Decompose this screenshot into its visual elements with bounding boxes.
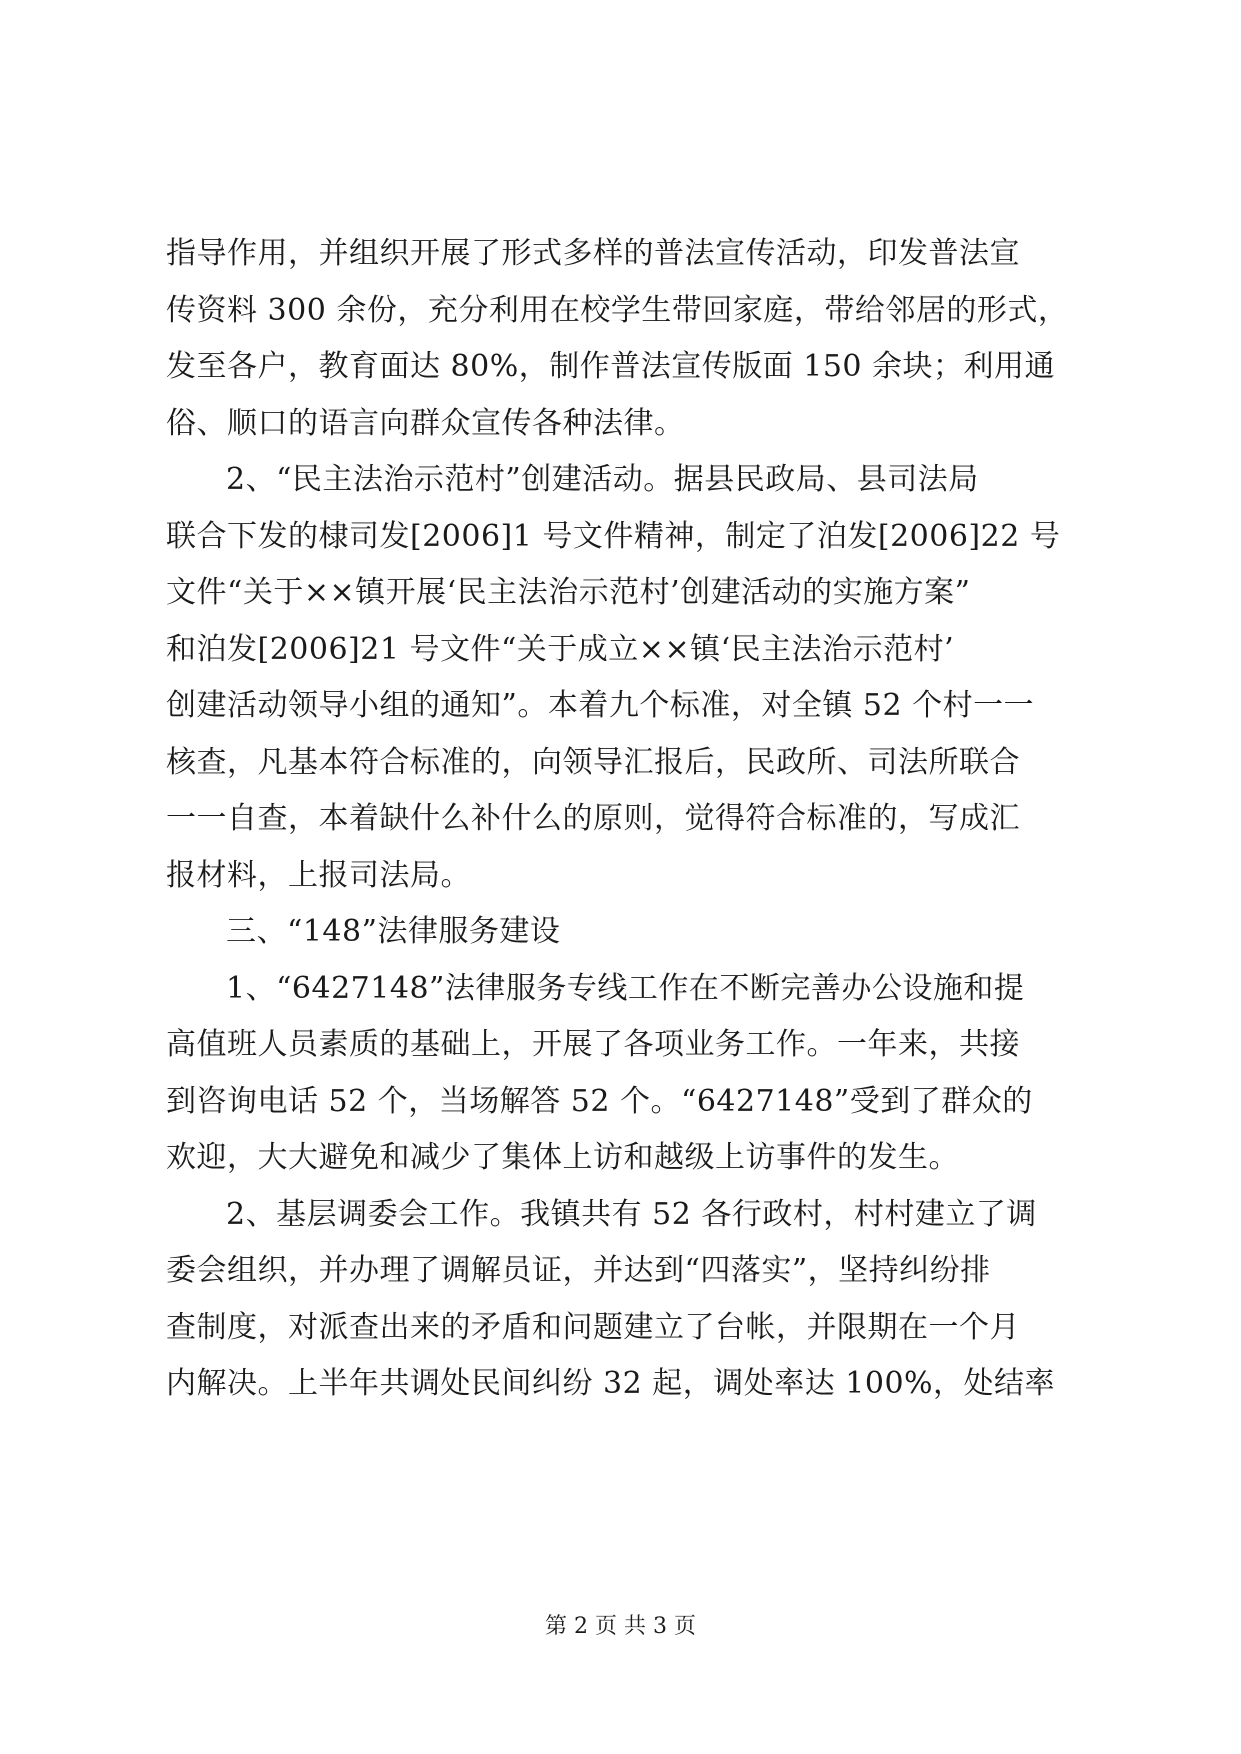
text-line: 指导作用，并组织开展了形式多样的普法宣传活动，印发普法宣 bbox=[166, 236, 1020, 271]
text-line: 发至各户，教育面达 80%，制作普法宣传版面 150 余块；利用通 bbox=[166, 349, 1056, 384]
paragraph-start-line: 1、“6427148”法律服务专线工作在不断完善办公设施和提 bbox=[226, 970, 1025, 1006]
text-line: 报材料，上报司法局。 bbox=[166, 857, 471, 893]
text-line: 和泊发[2006]21 号文件“关于成立××镇‘民主法治示范村’ bbox=[166, 631, 955, 667]
text-line: 文件“关于××镇开展‘民主法治示范村’创建活动的实施方案” bbox=[166, 575, 971, 610]
text-line: 欢迎，大大避免和减少了集体上访和越级上访事件的发生。 bbox=[166, 1140, 959, 1175]
paragraph-start-line: 2、“民主法治示范村”创建活动。据县民政局、县司法局 bbox=[226, 462, 979, 497]
text-line: 一一自查，本着缺什么补什么的原则，觉得符合标准的，写成汇 bbox=[166, 801, 1020, 836]
text-line: 核查，凡基本符合标准的，向领导汇报后，民政所、司法所联合 bbox=[166, 744, 1020, 780]
text-line: 高值班人员素质的基础上，开展了各项业务工作。一年来，共接 bbox=[166, 1027, 1020, 1062]
text-line: 联合下发的棣司发[2006]1 号文件精神，制定了泊发[2006]22 号 bbox=[166, 518, 1061, 554]
text-line: 内解决。上半年共调处民间纠纷 32 起，调处率达 100%，处结率 bbox=[166, 1366, 1056, 1401]
text-line: 俗、顺口的语言向群众宣传各种法律。 bbox=[166, 405, 685, 441]
text-line: 创建活动领导小组的通知”。本着九个标准，对全镇 52 个村一一 bbox=[166, 688, 1035, 723]
section-heading: 三、“148”法律服务建设 bbox=[226, 914, 561, 949]
paragraph-start-line: 2、基层调委会工作。我镇共有 52 各行政村，村村建立了调 bbox=[226, 1196, 1037, 1232]
text-line: 到咨询电话 52 个，当场解答 52 个。“6427148”受到了群众的 bbox=[166, 1083, 1033, 1119]
text-line: 传资料 300 余份，充分利用在校学生带回家庭，带给邻居的形式， bbox=[166, 292, 1069, 328]
page-number-footer: 第 2 页 共 3 页 bbox=[545, 1614, 696, 1639]
text-line: 委会组织，并办理了调解员证，并达到“四落实”，坚持纠纷排 bbox=[166, 1253, 991, 1288]
text-line: 查制度，对派查出来的矛盾和问题建立了台帐，并限期在一个月 bbox=[166, 1309, 1020, 1345]
document-body bbox=[166, 226, 1076, 1413]
